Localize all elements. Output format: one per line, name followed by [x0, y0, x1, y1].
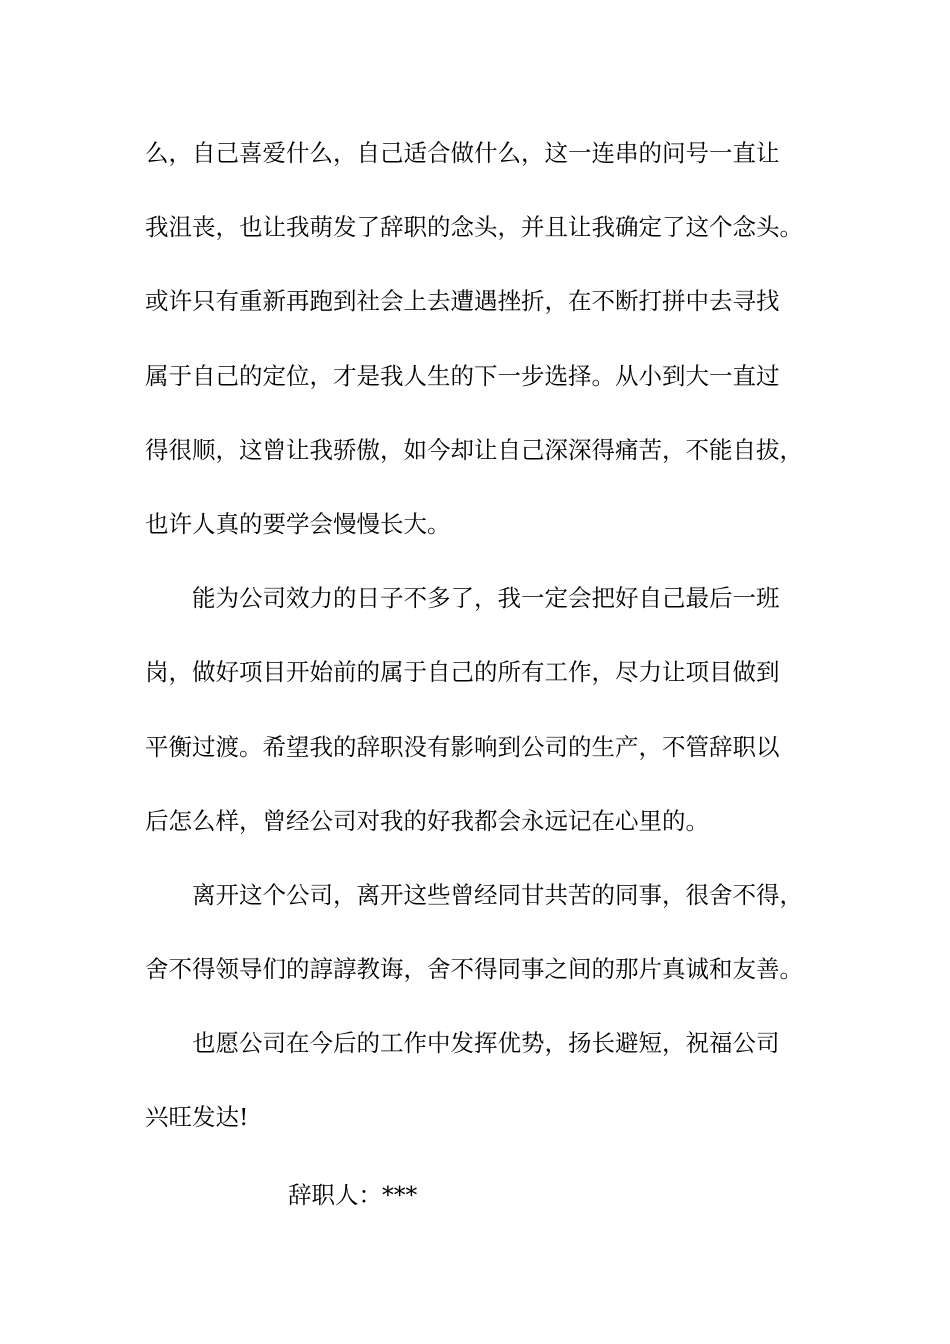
- text-line: 得很顺，这曾让我骄傲，如今却让自己深深得痛苦，不能自拔，: [145, 435, 803, 464]
- text-line: 平衡过渡。希望我的辞职没有影响到公司的生产，不管辞职以: [145, 732, 780, 761]
- text-line: 么，自己喜爱什么，自己适合做什么，这一连串的问号一直让: [145, 139, 780, 167]
- text-line: 或许只有重新再跑到社会上去遭遇挫折，在不断打拼中去寻找: [145, 287, 780, 316]
- signature-line: 辞职人：***: [288, 1181, 418, 1209]
- text-line: 也许人真的要学会慢慢长大。: [145, 509, 451, 538]
- letter-body: [145, 128, 835, 1167]
- text-line: 舍不得领导们的諄諄教诲，舍不得同事之间的那片真诚和友善。: [145, 955, 803, 984]
- text-line: 能为公司效力的日子不多了，我一定会把好自己最后一班: [192, 584, 780, 613]
- text-line: 也愿公司在今后的工作中发挥优势，扬长避短，祝福公司: [192, 1029, 780, 1058]
- text-line: 后怎么样，曾经公司对我的好我都会永远记在心里的。: [145, 806, 709, 835]
- text-line: 属于自己的定位，才是我人生的下一步选择。从小到大一直过: [145, 361, 780, 390]
- text-line: 离开这个公司，离开这些曾经同甘共苦的同事，很舍不得，: [192, 880, 803, 909]
- text-line: 岗，做好项目开始前的属于自己的所有工作，尽力让项目做到: [145, 658, 780, 687]
- text-line: 兴旺发达!: [145, 1103, 249, 1132]
- text-line: 我沮丧，也让我萌发了辞职的念头，并且让我确定了这个念头。: [145, 213, 803, 242]
